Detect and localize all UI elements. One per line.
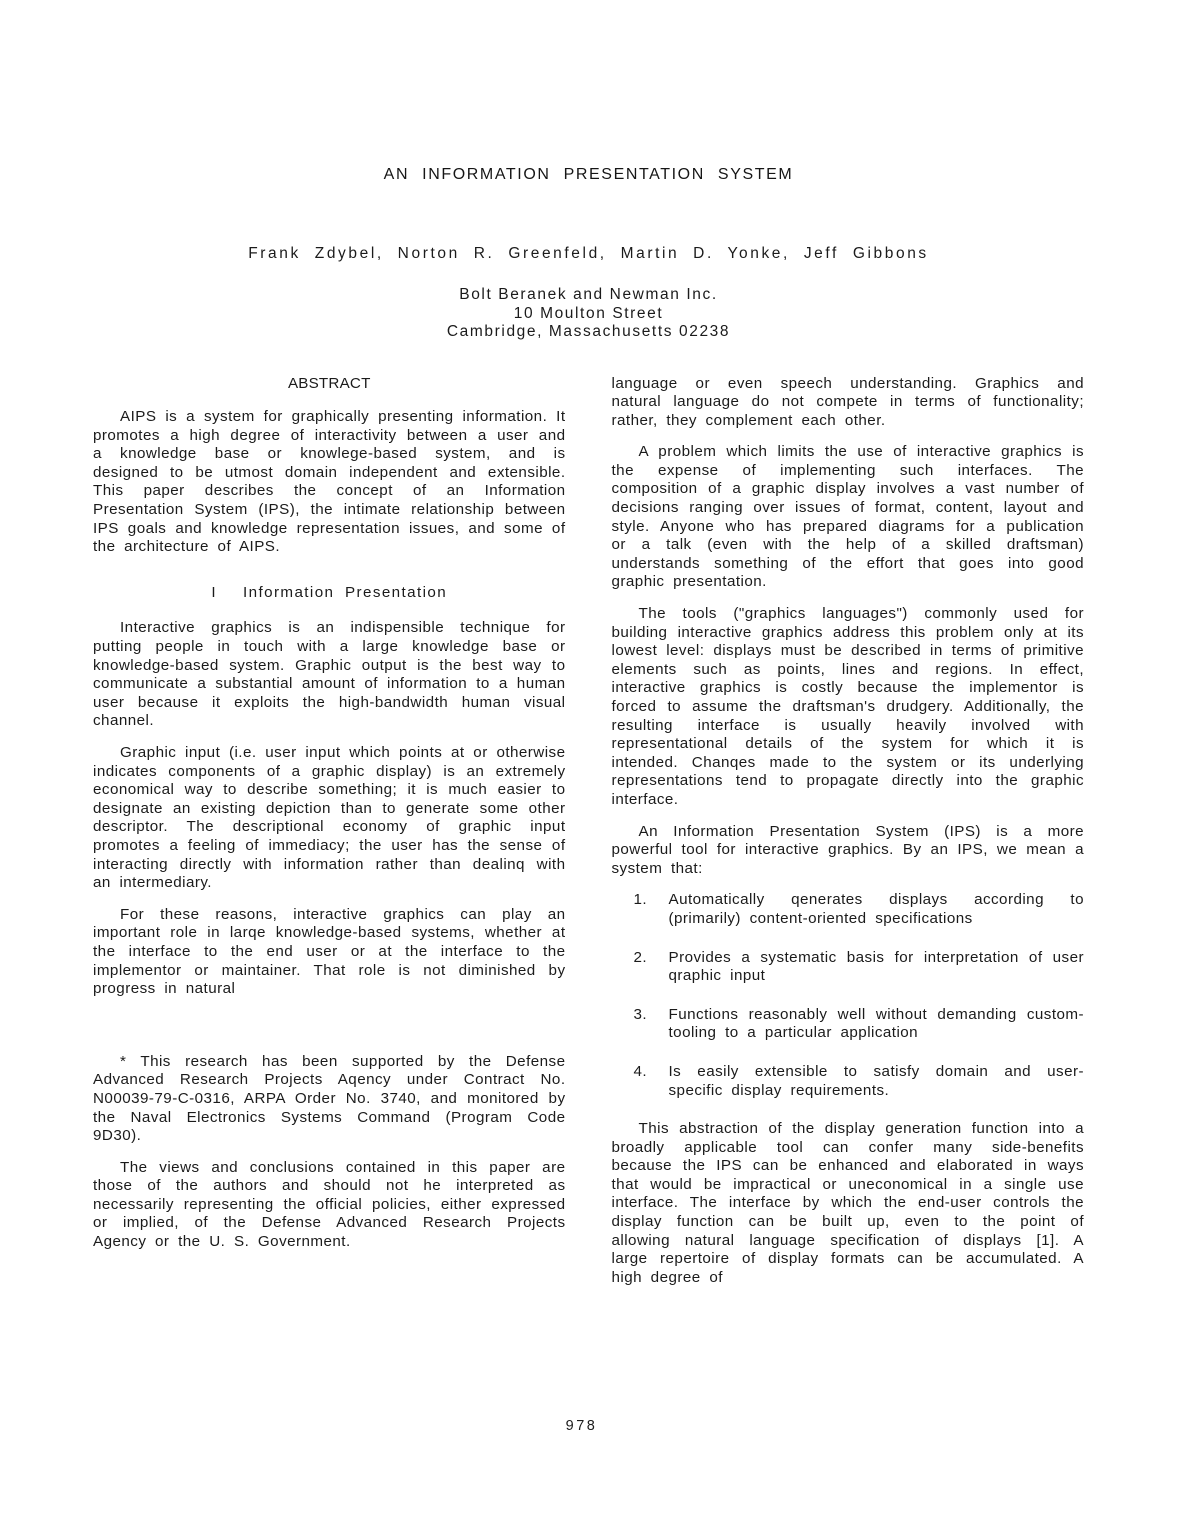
list-item-text: Functions reasonably well without demanding custom-tooling to a particular application bbox=[668, 1005, 1084, 1042]
list-item bbox=[612, 1006, 1085, 1043]
right-paragraph-3: The tools ("graphics languages") commonly used for building interactive graphics address this problem only at its lowest level: displays must be described in terms of primitive elements such as points, lines and regions. In effect, interactive graphics is costly because the implementor is forced to assume the draftsman's drudgery. Additionally, the resulting interface is usually heavily involved with representational details of the system for which it is intended. Chanqes made to the system or its underlying representations tend to propagate directly into the graphic interface. bbox=[611, 605, 1084, 808]
list-item-number: 3. bbox=[633, 1005, 648, 1023]
list-item bbox=[612, 1063, 1085, 1100]
list-item-text: Automatically qenerates displays according to (primarily) content-oriented specifications bbox=[668, 891, 1084, 927]
disclaimer-paragraph: The views and conclusions contained in this paper are those of the authors and should not he interpreted as necessarily representing the official policies, either expressed or implied, of the Defense Advanced Research Projects Agency or the U. S. Government. bbox=[93, 1158, 566, 1251]
paper-header bbox=[0, 0, 1177, 342]
abstract-heading: ABSTRACT bbox=[287, 374, 371, 392]
list-item-number: 1. bbox=[633, 891, 648, 909]
footnote-paragraph: * This research has been supported by the Defense Advanced Research Projects Aqency under Contract No. N00039-79-C-0316, ARPA Order No. 3740, and monitored by the Naval Electronics Systems Command (Program Code 9D30). bbox=[93, 1052, 566, 1145]
affiliation-line-2: 10 Moulton Street bbox=[513, 304, 664, 322]
list-item-number: 4. bbox=[633, 1062, 648, 1080]
list-item bbox=[612, 949, 1085, 986]
affiliation-line-1: Bolt Beranek and Newman Inc. bbox=[459, 286, 718, 303]
page-number: 978 bbox=[565, 1418, 598, 1434]
left-column bbox=[93, 375, 566, 1265]
right-paragraph-4: An Information Presentation System (IPS) is a more powerful tool for interactive graphics. By an IPS, we mean a system that: bbox=[611, 822, 1084, 877]
list-item-number: 2. bbox=[633, 948, 648, 966]
two-column-body bbox=[93, 375, 1084, 1301]
author-line: Frank Zdybel, Norton R. Greenfeld, Martin D. Yonke, Jeff Gibbons bbox=[248, 245, 929, 262]
left-paragraph-2: Graphic input (i.e. user input which points at or otherwise indicates components of a graphic display) is an extremely economical way to describe something; it is much easier to designate an existing depiction than to generate some other descriptor. The descriptional economy of graphic input promotes a feeling of immediacy; the user has the sense of interacting directly with information rather than dealinq with an intermediary. bbox=[93, 744, 566, 892]
right-paragraph-1: language or even speech understanding. Graphics and natural language do not compete in terms of functionality; rather, they complement each other. bbox=[611, 374, 1084, 429]
list-item bbox=[612, 891, 1085, 928]
affiliation-block bbox=[0, 286, 1177, 342]
right-column bbox=[612, 375, 1085, 1301]
affiliation-line-3: Cambridge, Massachusetts 02238 bbox=[446, 323, 731, 340]
right-paragraph-5: This abstraction of the display generation function into a broadly applicable tool can confer many side-benefits because the IPS can be enhanced and elaborated in ways that would be impractical or uneconomical in a single use interface. The interface by which the end-user controls the display function can be built up, even to the point of allowing natural language specification of displays [1]. A large repertoire of display formats can be accumulated. A high degree of bbox=[611, 1120, 1084, 1286]
section-title: Information Presentation bbox=[243, 583, 448, 601]
right-paragraph-2: A problem which limits the use of interactive graphics is the expense of implementing such interfaces. The composition of a graphic display involves a vast number of decisions ranging over issues of format, content, layout and style. Anyone who has prepared diagrams for a publication or a talk (even with the help of a skilled draftsman) understands something of the effort that goes into good graphic presentation. bbox=[611, 443, 1084, 591]
abstract-paragraph: AIPS is a system for graphically presenting information. It promotes a high degree of interactivity between a user and a knowledge base or knowlege-based system, and is designed to be utmost domain independent and extensible. This paper describes the concept of an Information Presentation System (IPS), the intimate relationship between IPS goals and knowledge representation issues, and some of the architecture of AIPS. bbox=[93, 408, 566, 556]
list-item-text: Is easily extensible to satisfy domain and user-specific display requirements. bbox=[668, 1062, 1084, 1099]
paper-title: AN INFORMATION PRESENTATION SYSTEM bbox=[383, 166, 794, 183]
section-numeral: I bbox=[211, 583, 218, 601]
left-paragraph-3: For these reasons, interactive graphics can play an important role in larqe knowledge-based systems, whether at the interface to the end user or at the interface to the implementor or maintainer. That role is not diminished by progress in natural bbox=[93, 905, 566, 998]
left-paragraph-1: Interactive graphics is an indispensible technique for putting people in touch with a large knowledge base or knowledge-based system. Graphic output is the best way to communicate a substantial amount of information to a human user because it exploits the high-bandwidth human visual channel. bbox=[93, 619, 566, 730]
ips-requirements-list bbox=[612, 891, 1085, 1100]
list-item-text: Provides a systematic basis for interpretation of user qraphic input bbox=[668, 948, 1084, 985]
section-heading bbox=[93, 584, 566, 603]
